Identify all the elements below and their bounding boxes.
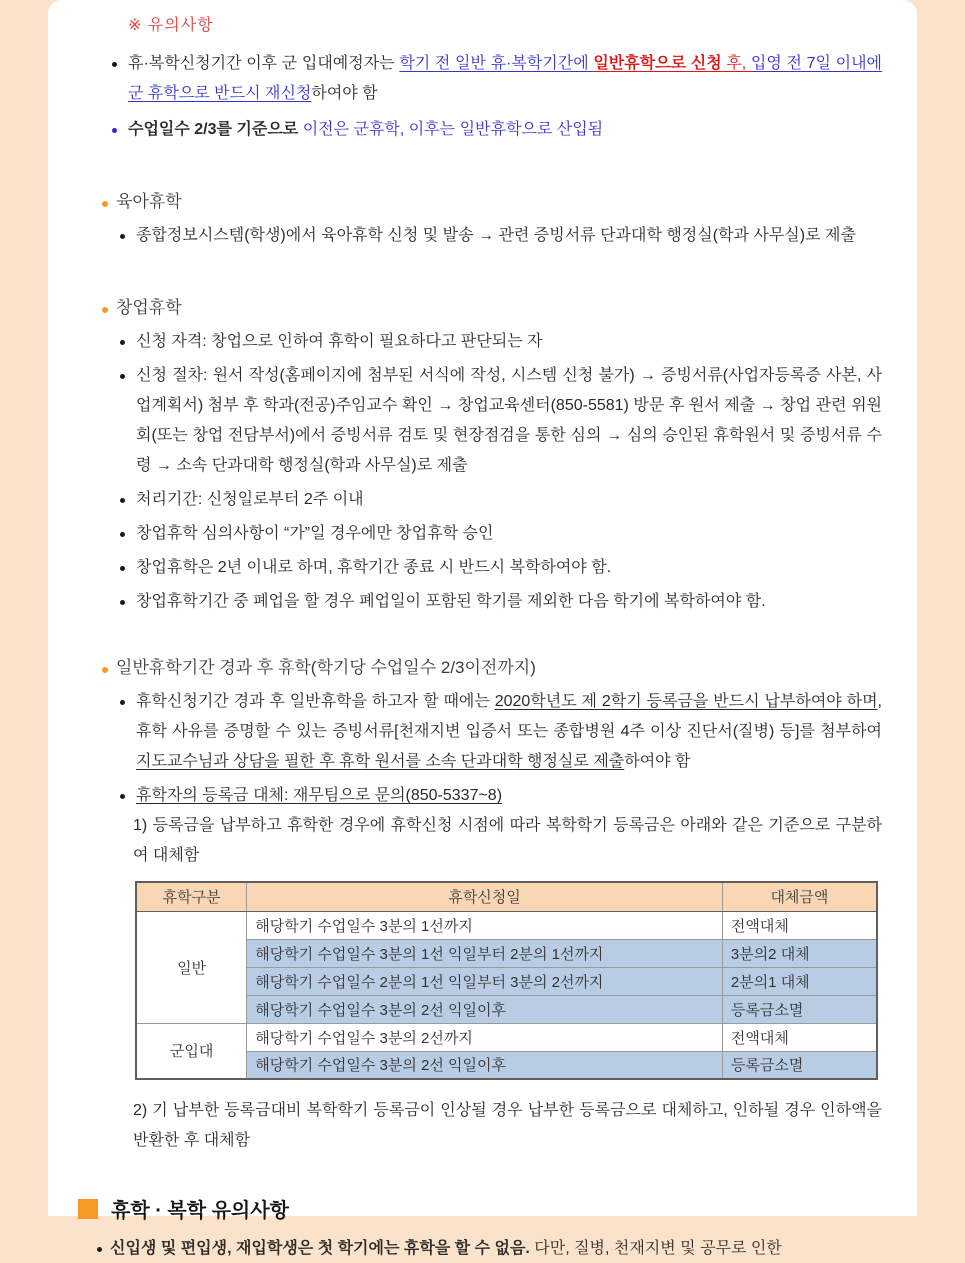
startup-item-text: 창업휴학 심의사항이 “가”일 경우에만 창업휴학 승인 [136,525,494,542]
document-content [48,0,917,1263]
table-row [136,967,877,995]
section-heading-text: 휴학 · 복학 유의사항 [111,1200,289,1222]
tuition-replacement-table [135,881,878,1080]
section-title-late-leave [100,655,882,681]
table-row [136,1051,877,1079]
late-leave-items [118,687,882,811]
group-cell-general: 일반 [136,911,247,1023]
notice-items [110,49,882,145]
amount-cell: 2분의1 대체 [722,967,877,995]
section-heading-cautions [78,1194,882,1223]
condition-cell: 해당학기 수업일수 3분의 2선 익일이후 [247,995,723,1023]
military-note-apply: 일반휴학으로 신청 [593,55,722,72]
bullet-icon [120,566,125,571]
startup-closure [118,587,882,617]
spacer [78,617,882,655]
bullet-icon [120,234,125,239]
bullet-icon [112,128,117,133]
amount-cell: 전액대체 [722,911,877,939]
late-leave-end: 하여야 함 [624,753,691,770]
classdays-note-bold: 수업일수 2/3를 기준으로 [128,121,303,138]
spacer [78,251,882,295]
startup-review-approval [118,519,882,549]
late-leave-submit-underline: 지도교수님과 상담을 필한 후 휴학 원서를 소속 단과대학 행정실로 제출 [136,753,625,770]
table-row [136,939,877,967]
military-note-plain: 휴·복학신청기간 이후 군 입대예정자는 [128,55,400,72]
classdays-note-blue: 이전은 군휴학, 이후는 일반휴학으로 산입됨 [302,121,604,138]
late-leave-tuition-note [118,687,882,777]
condition-cell: 해당학기 수업일수 3분의 1선 익일부터 2분의 1선까지 [247,939,723,967]
column-header-leave-type: 휴학구분 [136,882,247,911]
startup-item-text: 신청 자격: 창업으로 인하여 휴학이 필요하다고 판단되는 자 [136,333,543,350]
military-leave-note [110,49,882,109]
condition-cell: 해당학기 수업일수 3분의 2선까지 [247,1023,723,1051]
bullet-icon [120,700,125,705]
section-title-startup [100,295,882,321]
orange-bullet-icon [102,201,108,207]
freshman-note-bold: 신입생 및 편입생, 재입학생은 첫 학기에는 휴학을 할 수 없음. [110,1240,530,1257]
startup-item-text: 신청 절차: 원서 작성(홈페이지에 첨부된 서식에 작성, 시스템 신청 불가) → 증빙서류(사업자등록증 사본, 사업계획서) 첨부 후 학과(전공)주임교수 확인 → 창업교육센터(850-5581) 방문 후 원서 제출 → 창업 관련 위원회(또는 창업 전담부서)에서 증빙서류 검토 및 현장점검을 통한 심의 → 심의 승인된 휴학원서 및 증빙서류 수령 → 소속 단과대학 행정실(학과 사무실)로 제출 [136,367,882,474]
startup-item-text: 창업휴학은 2년 이내로 하며, 휴학기간 종료 시 반드시 복학하여야 함. [136,559,612,576]
amount-cell: 전액대체 [722,1023,877,1051]
military-note-end: 하여야 함 [311,85,378,102]
classdays-note [110,115,882,145]
column-header-application-date: 휴학신청일 [247,882,723,911]
tuition-replacement-contact [118,781,882,811]
amount-cell: 3분의2 대체 [722,939,877,967]
tuition-note-2: 2) 기 납부한 등록금대비 복학학기 등록금이 인상될 경우 납부한 등록금으로 대체하고, 인하될 경우 인하액을 반환한 후 대체함 [133,1102,882,1149]
document-panel [48,0,917,1257]
startup-procedure [118,361,882,481]
bullet-icon [120,794,125,799]
childcare-procedure-text: 종합정보시스템(학생)에서 육아휴학 신청 및 발송 → 관련 증빙서류 단과대학 행정실(학과 사무실)로 제출 [136,227,856,244]
table-row [136,995,877,1023]
military-note-period: 학기 전 일반 휴·복학기간에 [399,55,594,72]
bullet-icon [120,374,125,379]
late-leave-plain: 휴학신청기간 경과 후 일반휴학을 하고자 할 때에는 [136,693,495,710]
freshman-note-rest: 다만, 질병, 천재지변 및 공무로 인한 [529,1240,782,1257]
column-header-replacement-amount: 대체금액 [722,882,877,911]
group-cell-military: 군입대 [136,1023,247,1079]
startup-processing-time [118,485,882,515]
amount-cell: 등록금소멸 [722,1051,877,1079]
bullet-icon [120,340,125,345]
tuition-contact-text: 휴학자의 등록금 대체: 재무팀으로 문의(850-5337~8) [136,787,503,804]
late-leave-docs: , 휴학 사유를 증명할 수 있는 증빙서류[천재지변 입증서 또는 종합병원 4주 이상 진단서(질병) 등]를 첨부하여 [136,693,882,740]
bullet-icon [112,62,117,67]
notice-title: ※ 유의사항 [128,17,214,34]
bullet-icon [120,532,125,537]
table-row [136,911,877,939]
spacer [78,145,882,189]
late-leave-pay-underline: 2020학년도 제 2학기 등록금을 반드시 납부하여야 하며 [494,693,878,710]
startup-items [118,327,882,617]
orange-bullet-icon [102,667,108,673]
bullet-icon [120,600,125,605]
amount-cell: 등록금소멸 [722,995,877,1023]
startup-item-text: 창업휴학기간 중 폐업을 할 경우 폐업일이 포함된 학기를 제외한 다음 학기에 복학하여야 함. [136,593,766,610]
bullet-icon [97,1247,102,1252]
tuition-note-1: 1) 등록금을 납부하고 휴학한 경우에 휴학신청 시점에 따라 복학학기 등록금은 아래와 같은 기준으로 구분하여 대체함 [133,817,882,864]
orange-bullet-icon [102,307,108,313]
table-header [136,882,877,911]
bullet-icon [120,498,125,503]
section-title-text: 육아휴학 [116,192,182,211]
table-row [136,1023,877,1051]
section-title-text: 창업휴학 [116,298,182,317]
startup-duration [118,553,882,583]
section-title-childcare [100,189,882,215]
spacer [78,1156,882,1194]
condition-cell: 해당학기 수업일수 2분의 1선 익일부터 3분의 2선까지 [247,967,723,995]
childcare-procedure [118,221,882,251]
condition-cell: 해당학기 수업일수 3분의 2선 익일이후 [247,1051,723,1079]
freshman-leave-note [95,1235,882,1263]
military-note-after: 후, [721,55,751,72]
section-title-text: 일반휴학기간 경과 후 휴학(학기당 수업일수 2/3이전까지) [116,658,536,677]
startup-item-text: 처리기간: 신청일로부터 2주 이내 [136,491,364,508]
startup-eligibility [118,327,882,357]
childcare-items [118,221,882,251]
military-note-reapply: 입영 전 7일 이내에 군 휴학으로 반드시 재신청 [128,55,883,102]
condition-cell: 해당학기 수업일수 3분의 1선까지 [247,911,723,939]
